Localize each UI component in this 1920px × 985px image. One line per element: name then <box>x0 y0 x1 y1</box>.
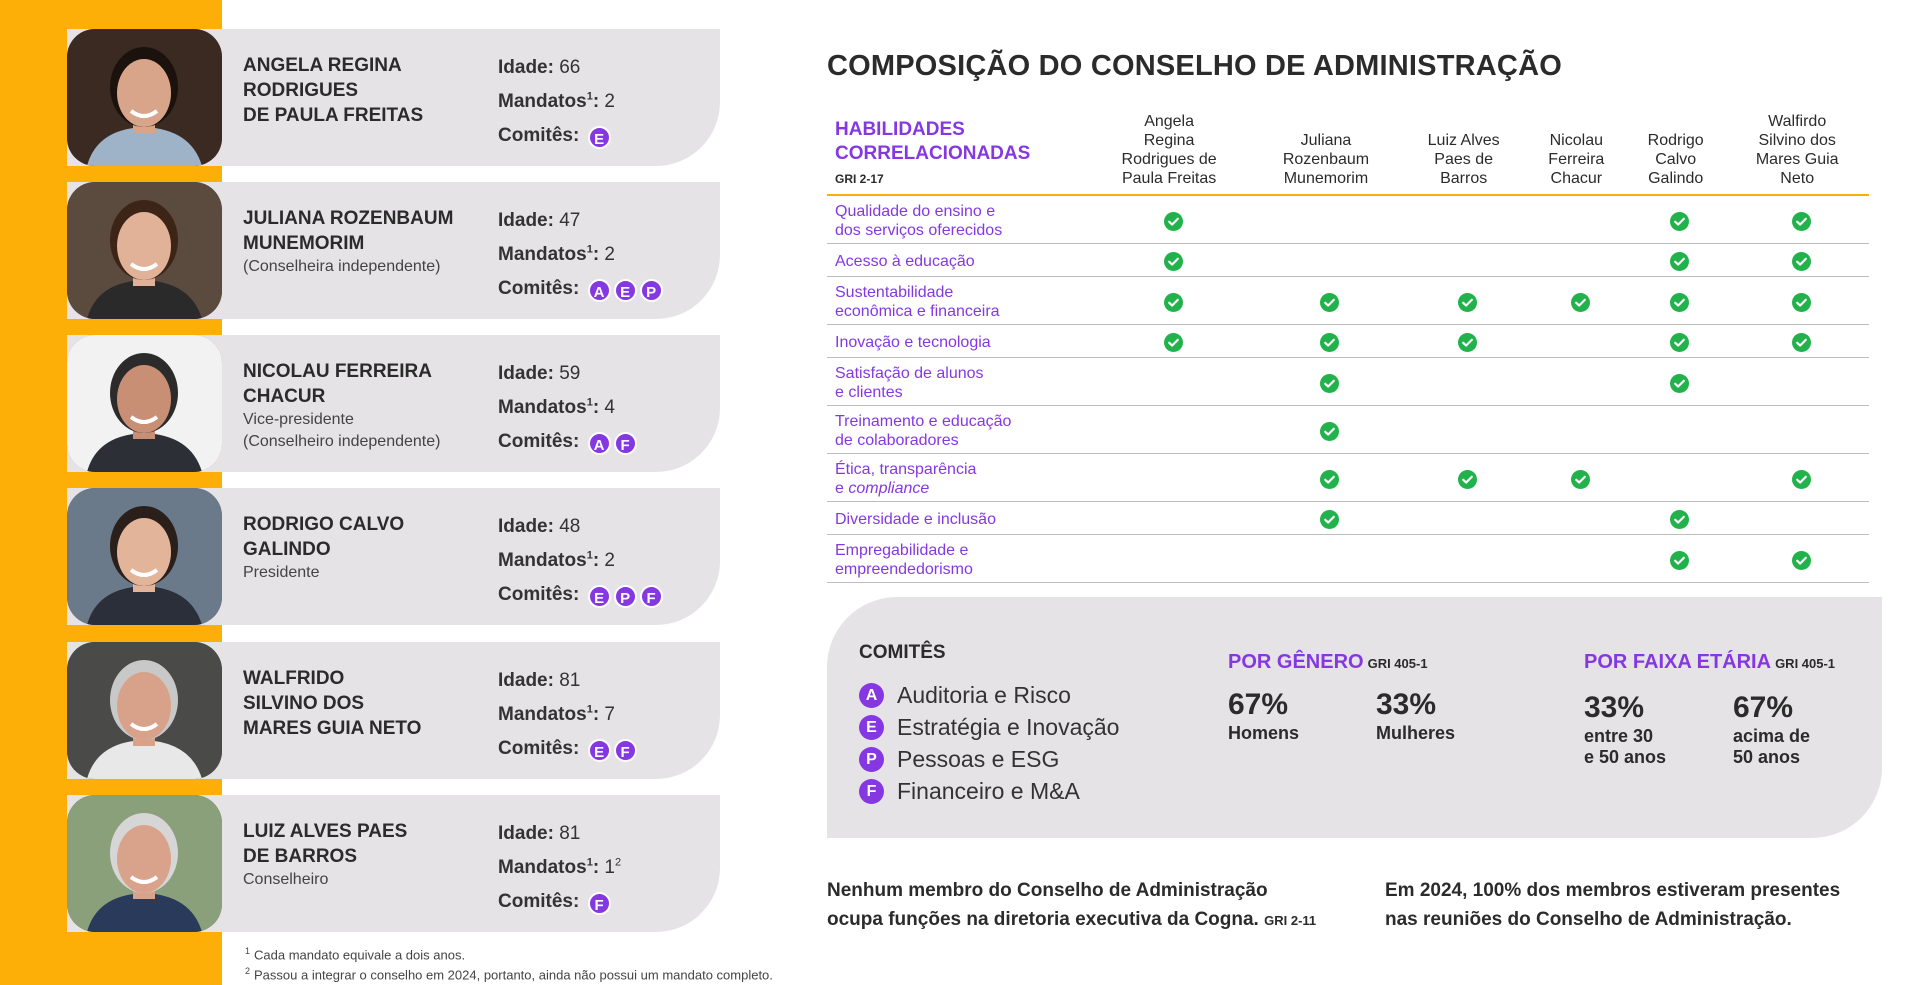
skill-cell <box>1251 406 1400 454</box>
member-card <box>67 488 720 625</box>
member-age <box>498 357 637 391</box>
committees-legend-title: COMITÊS <box>859 642 946 663</box>
skills-header-cell: HABILIDADES CORRELACIONADAS GRI 2-17 <box>827 108 1087 195</box>
check-icon <box>1670 551 1689 570</box>
member-name-line: RODRIGO CALVO <box>243 514 405 535</box>
member-photo <box>67 642 222 779</box>
terms-footnote-mark: 1 <box>586 549 593 562</box>
skill-cell <box>1725 502 1869 535</box>
age-label: Idade: <box>498 516 554 537</box>
skill-cell <box>1527 277 1626 325</box>
skill-cell <box>1251 358 1400 406</box>
skill-cell <box>1087 195 1251 244</box>
check-icon <box>1792 551 1811 570</box>
skill-label: Ética, transparência e compliance <box>827 454 1087 502</box>
attendance-note-line: Em 2024, 100% dos membros estiveram presentes <box>1385 880 1841 901</box>
committee-name: Auditoria e Risco <box>897 682 1071 708</box>
check-icon <box>1164 212 1183 231</box>
gender-label: Mulheres <box>1376 723 1456 743</box>
terms-footnote-mark: 1 <box>586 243 593 256</box>
age-gri: GRI 405-1 <box>1775 656 1836 671</box>
member-committees <box>498 425 637 459</box>
gender-stat <box>1228 687 1299 744</box>
member-terms <box>498 391 637 425</box>
skill-cell <box>1087 454 1251 502</box>
skill-cell <box>1626 454 1725 502</box>
member-name <box>243 206 478 278</box>
executive-note-line: ocupa funções na diretoria executiva da Cogna. GRI 2-11 <box>827 909 1317 930</box>
skills-gri: GRI 2-17 <box>835 172 884 186</box>
skill-cell <box>1251 325 1400 358</box>
member-age <box>498 204 663 238</box>
skill-cell <box>1087 502 1251 535</box>
skill-cell <box>1725 358 1869 406</box>
committee-badge: E <box>588 126 611 149</box>
terms-footnote-mark: 1 <box>586 396 593 409</box>
terms-label: Mandatos$^1$: <box>498 396 600 418</box>
skill-row <box>827 195 1869 244</box>
skill-cell <box>1087 244 1251 277</box>
committees-label: Comitês: <box>498 278 580 299</box>
terms-value: 2 <box>604 550 615 571</box>
committees-label: Comitês: <box>498 584 580 605</box>
footnote-mark: 2 <box>245 966 251 977</box>
member-name-line: DE PAULA FREITAS <box>243 105 424 126</box>
terms-value: 7 <box>604 704 615 725</box>
age-label: Idade: <box>498 57 554 78</box>
member-column-header: Luiz Alves Paes de Barros <box>1401 108 1527 195</box>
committee-name: Pessoas e ESG <box>897 746 1060 772</box>
skill-cell <box>1401 325 1527 358</box>
age-label: Idade: <box>498 210 554 231</box>
check-icon <box>1792 252 1811 271</box>
skill-cell <box>1401 454 1527 502</box>
skill-cell <box>1725 244 1869 277</box>
attendance-note <box>1385 876 1840 934</box>
skill-label: Satisfação de alunos e clientes <box>827 358 1087 406</box>
terms-footnote-mark: 1 <box>586 703 593 716</box>
skill-cell <box>1087 358 1251 406</box>
skill-cell <box>1725 325 1869 358</box>
check-icon <box>1670 293 1689 312</box>
skill-cell <box>1251 454 1400 502</box>
skill-cell <box>1251 244 1400 277</box>
member-terms <box>498 851 621 885</box>
footnote <box>245 963 773 983</box>
member-info <box>498 51 615 153</box>
check-icon <box>1792 212 1811 231</box>
member-committees <box>498 119 615 153</box>
skill-label: Empregabilidade e empreendedorismo <box>827 535 1087 583</box>
skill-cell <box>1725 406 1869 454</box>
member-photo <box>67 29 222 166</box>
footnote <box>245 943 773 963</box>
gender-value: 67% <box>1228 688 1289 721</box>
executive-note <box>827 876 1316 935</box>
member-name-line: MARES GUIA NETO <box>243 718 422 739</box>
skill-row <box>827 454 1869 502</box>
age-value: 81 <box>559 823 581 844</box>
check-icon <box>1320 510 1339 529</box>
age-label: Idade: <box>498 363 554 384</box>
check-icon <box>1320 422 1339 441</box>
member-card <box>67 29 720 166</box>
skill-cell <box>1626 358 1725 406</box>
skill-cell <box>1626 406 1725 454</box>
age-label: entre 30 <box>1584 726 1654 746</box>
member-committees <box>498 272 663 306</box>
skill-cell <box>1527 454 1626 502</box>
member-name <box>243 819 478 891</box>
skill-label: Treinamento e educação de colaboradores <box>827 406 1087 454</box>
check-icon <box>1320 293 1339 312</box>
committee-badge: P <box>614 585 637 608</box>
committee-badge: P <box>859 747 884 772</box>
check-icon <box>1458 470 1477 489</box>
committee-badge: E <box>588 585 611 608</box>
member-photo <box>67 182 222 319</box>
member-column-header: Walfirdo Silvino dos Mares Guia Neto <box>1725 108 1869 195</box>
skill-label-italic: compliance <box>848 480 930 497</box>
member-name-line: NICOLAU FERREIRA <box>243 361 432 382</box>
skill-cell <box>1251 535 1400 583</box>
skill-cell <box>1725 195 1869 244</box>
member-photo <box>67 335 222 472</box>
member-card <box>67 795 720 932</box>
committees-label: Comitês: <box>498 431 580 452</box>
skill-cell <box>1527 325 1626 358</box>
age-value: 66 <box>559 57 581 78</box>
committee-legend-item <box>859 679 1119 711</box>
skill-cell <box>1401 358 1527 406</box>
skill-cell <box>1401 277 1527 325</box>
age-value: 81 <box>559 670 581 691</box>
terms-label: Mandatos$^1$: <box>498 856 600 878</box>
committee-name: Financeiro e M&A <box>897 778 1080 804</box>
committees-label: Comitês: <box>498 738 580 759</box>
age-label: Idade: <box>498 823 554 844</box>
terms-footnote-mark: 2 <box>615 856 622 869</box>
committees-label: Comitês: <box>498 891 580 912</box>
check-icon <box>1670 252 1689 271</box>
skill-cell <box>1725 535 1869 583</box>
terms-label: Mandatos$^1$: <box>498 243 600 265</box>
age-value: 47 <box>559 210 581 231</box>
check-icon <box>1164 333 1183 352</box>
skill-cell <box>1527 535 1626 583</box>
member-role: (Conselheiro independente) <box>243 433 441 450</box>
terms-value: 1 <box>604 857 615 878</box>
check-icon <box>1164 293 1183 312</box>
committee-name: Estratégia e Inovação <box>897 714 1120 740</box>
skill-cell <box>1401 535 1527 583</box>
check-icon <box>1320 374 1339 393</box>
member-info <box>498 357 637 459</box>
member-role: (Conselheira independente) <box>243 258 441 275</box>
terms-label: Mandatos$^1$: <box>498 90 600 112</box>
footnote-mark: 1 <box>245 946 251 956</box>
check-icon <box>1571 293 1590 312</box>
age-label: acima de <box>1733 726 1811 746</box>
committee-badge: P <box>640 279 663 302</box>
terms-label: Mandatos$^1$: <box>498 549 600 571</box>
skill-label: Sustentabilidade econômica e financeira <box>827 277 1087 325</box>
age-heading <box>1584 651 1835 674</box>
member-name-line: GALINDO <box>243 539 331 560</box>
member-info <box>498 817 621 919</box>
member-photo <box>67 488 222 625</box>
skill-row <box>827 244 1869 277</box>
member-terms <box>498 238 663 272</box>
skill-row <box>827 502 1869 535</box>
member-name-line: WALFRIDO <box>243 668 345 689</box>
skill-row <box>827 535 1869 583</box>
member-name-line: JULIANA ROZENBAUM <box>243 208 454 229</box>
terms-value: 2 <box>604 91 615 112</box>
skill-cell <box>1401 406 1527 454</box>
committee-badge: F <box>614 739 637 762</box>
committees-label: Comitês: <box>498 125 580 146</box>
member-terms <box>498 544 663 578</box>
member-name-line: RODRIGUES <box>243 80 359 101</box>
committee-legend-item <box>859 743 1119 775</box>
check-icon <box>1670 510 1689 529</box>
gender-title: POR GÊNERO <box>1228 651 1364 673</box>
skill-cell <box>1725 454 1869 502</box>
skill-label: Diversidade e inclusão <box>827 502 1087 535</box>
age-title: POR FAIXA ETÁRIA <box>1584 651 1772 673</box>
member-photo <box>67 795 222 932</box>
check-icon <box>1571 470 1590 489</box>
skill-cell <box>1527 195 1626 244</box>
member-committees <box>498 732 637 766</box>
member-info <box>498 664 637 766</box>
committee-badge: A <box>588 432 611 455</box>
check-icon <box>1320 333 1339 352</box>
member-terms <box>498 85 615 119</box>
skill-cell <box>1626 244 1725 277</box>
member-column-header: Angela Regina Rodrigues de Paula Freitas <box>1087 108 1251 195</box>
skill-label: Qualidade do ensino e dos serviços oferecidos <box>827 195 1087 244</box>
skill-cell <box>1527 502 1626 535</box>
skill-cell <box>1527 358 1626 406</box>
skill-cell <box>1087 406 1251 454</box>
executive-note-gri: GRI 2-11 <box>1264 913 1317 928</box>
skill-cell <box>1725 277 1869 325</box>
skill-label: Acesso à educação <box>827 244 1087 277</box>
check-icon <box>1792 333 1811 352</box>
member-age <box>498 817 621 851</box>
member-age <box>498 51 615 85</box>
gender-label: Homens <box>1228 723 1300 743</box>
check-icon <box>1164 252 1183 271</box>
attendance-note-line: nas reuniões do Conselho de Administração. <box>1385 909 1792 930</box>
member-role: Vice-presidente <box>243 411 354 428</box>
skill-cell <box>1087 325 1251 358</box>
age-value: 59 <box>559 363 581 384</box>
skill-cell <box>1626 277 1725 325</box>
footnote-text: Passou a integrar o conselho em 2024, portanto, ainda não possui um mandato completo. <box>254 967 773 983</box>
skill-cell <box>1401 195 1527 244</box>
diversity-panel <box>827 597 1882 838</box>
age-label: Idade: <box>498 670 554 691</box>
gender-stat <box>1376 687 1455 744</box>
member-name-line: MUNEMORIM <box>243 233 365 254</box>
member-card <box>67 182 720 319</box>
age-stat <box>1733 690 1810 768</box>
member-terms <box>498 698 637 732</box>
skill-cell <box>1251 502 1400 535</box>
member-age <box>498 664 637 698</box>
skill-cell <box>1626 325 1725 358</box>
skill-cell <box>1251 277 1400 325</box>
age-label: 50 anos <box>1733 747 1801 767</box>
age-value: 33% <box>1584 691 1645 724</box>
member-column-header: Rodrigo Calvo Galindo <box>1626 108 1725 195</box>
gender-value: 33% <box>1376 688 1437 721</box>
skill-cell <box>1626 195 1725 244</box>
age-value: 48 <box>559 516 581 537</box>
committee-badge: E <box>588 739 611 762</box>
committee-legend-item <box>859 775 1119 807</box>
member-name-line: ANGELA REGINA <box>243 55 402 76</box>
committee-legend-item <box>859 711 1119 743</box>
member-column-header: Juliana Rozenbaum Munemorim <box>1251 108 1400 195</box>
composition-title: COMPOSIÇÃO DO CONSELHO DE ADMINISTRAÇÃO <box>827 50 1562 82</box>
skill-row <box>827 406 1869 454</box>
footnote-text: Cada mandato equivale a dois anos. <box>254 947 466 963</box>
member-role: Presidente <box>243 564 320 581</box>
member-card <box>67 642 720 779</box>
member-committees <box>498 885 621 919</box>
gender-heading <box>1228 651 1428 674</box>
terms-footnote-mark: 1 <box>586 90 593 103</box>
skill-row <box>827 325 1869 358</box>
check-icon <box>1792 470 1811 489</box>
member-info <box>498 510 663 612</box>
skill-label: Inovação e tecnologia <box>827 325 1087 358</box>
skill-cell <box>1087 535 1251 583</box>
terms-value: 4 <box>604 397 615 418</box>
skill-cell <box>1401 244 1527 277</box>
skill-row <box>827 277 1869 325</box>
gender-gri: GRI 405-1 <box>1367 656 1428 671</box>
skill-cell <box>1251 195 1400 244</box>
skill-cell <box>1087 277 1251 325</box>
terms-footnote-mark: 1 <box>586 856 593 869</box>
age-value: 67% <box>1733 691 1794 724</box>
skills-matrix-table <box>827 108 1869 583</box>
check-icon <box>1670 374 1689 393</box>
committee-badge: E <box>859 715 884 740</box>
check-icon <box>1458 333 1477 352</box>
committee-badge: F <box>640 585 663 608</box>
member-info <box>498 204 663 306</box>
skill-cell <box>1527 244 1626 277</box>
member-name <box>243 666 478 741</box>
skill-cell <box>1626 535 1725 583</box>
skills-header-row <box>827 108 1869 195</box>
committee-badge: F <box>859 779 884 804</box>
skill-row <box>827 358 1869 406</box>
member-name <box>243 53 478 128</box>
committee-badge: E <box>614 279 637 302</box>
member-age <box>498 510 663 544</box>
committee-badge: A <box>859 683 884 708</box>
terms-label: Mandatos$^1$: <box>498 703 600 725</box>
skill-cell <box>1527 406 1626 454</box>
check-icon <box>1320 470 1339 489</box>
member-name-line: DE BARROS <box>243 846 358 867</box>
check-icon <box>1670 212 1689 231</box>
member-column-header: Nicolau Ferreira Chacur <box>1527 108 1626 195</box>
committee-badge: F <box>588 892 611 915</box>
age-stat <box>1584 690 1666 768</box>
committee-badge: A <box>588 279 611 302</box>
member-name <box>243 512 478 584</box>
member-name-line: LUIZ ALVES PAES <box>243 821 408 842</box>
member-role: Conselheiro <box>243 871 329 888</box>
member-name-line: CHACUR <box>243 386 326 407</box>
member-name-line: SILVINO DOS <box>243 693 365 714</box>
footnotes <box>245 943 773 984</box>
age-label: e 50 anos <box>1584 747 1667 767</box>
skill-cell <box>1401 502 1527 535</box>
member-name <box>243 359 478 453</box>
check-icon <box>1458 293 1477 312</box>
committee-badge: F <box>614 432 637 455</box>
member-card <box>67 335 720 472</box>
skill-cell <box>1626 502 1725 535</box>
member-committees <box>498 578 663 612</box>
check-icon <box>1792 293 1811 312</box>
executive-note-line: Nenhum membro do Conselho de Administração <box>827 880 1268 901</box>
committees-legend <box>859 679 1119 807</box>
terms-value: 2 <box>604 244 615 265</box>
check-icon <box>1670 333 1689 352</box>
